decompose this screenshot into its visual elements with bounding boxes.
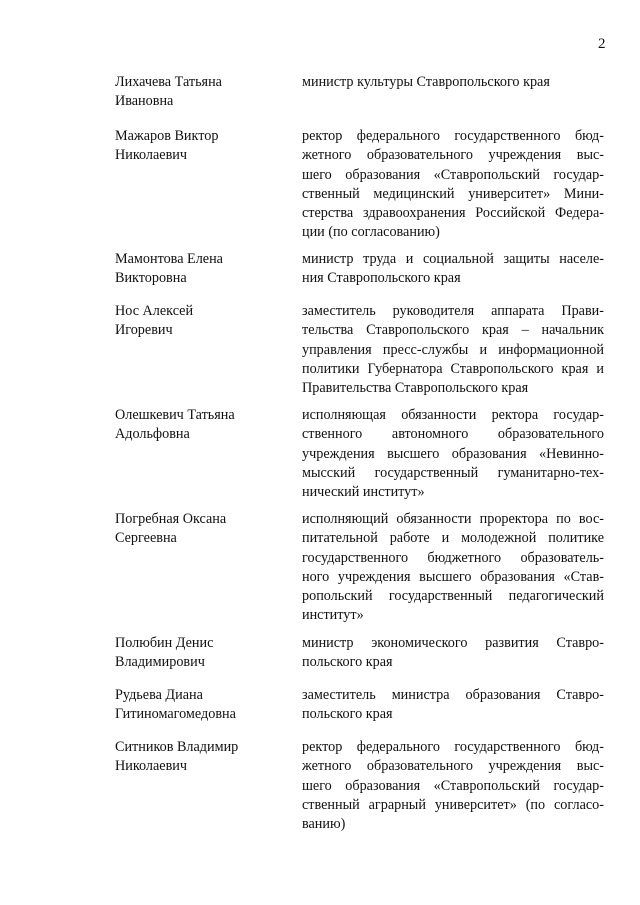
member-role-line: Правительства Ставропольского края bbox=[302, 380, 529, 397]
member-role-line: заместитель министра образования Ставро- bbox=[302, 687, 604, 703]
member-role-line: исполняющий обязанности проректора по вос- bbox=[302, 511, 604, 527]
member-role bbox=[302, 510, 604, 626]
member-role-line: ного учреждения высшего образования «Став- bbox=[302, 568, 604, 585]
member-role-line: министр труда и социальной защиты населе- bbox=[302, 251, 604, 267]
member-name bbox=[115, 686, 285, 725]
member-name-line: Погребная Оксана bbox=[115, 511, 227, 527]
member-role-line: ственный медицинский университет» Мини- bbox=[302, 185, 604, 202]
member-role-line: шего образования «Ставропольский государ- bbox=[302, 777, 604, 794]
member-role-line: ственный аграрный университет» (по согласо- bbox=[302, 796, 604, 813]
member-name-line: Гитиномагомедовна bbox=[115, 706, 236, 723]
member-name-line: Ситников Владимир bbox=[115, 739, 239, 755]
member-role bbox=[302, 634, 604, 673]
member-role-line: ции (по согласованию) bbox=[302, 224, 440, 241]
member-role-line: министр экономического развития Ставро- bbox=[302, 635, 604, 651]
member-role-line: шего образования «Ставропольский государ- bbox=[302, 166, 604, 183]
member-role-line: ропольский государственный педагогический bbox=[302, 588, 604, 605]
member-role-line: ректор федерального государственного бюд- bbox=[302, 739, 604, 755]
page-number: 2 bbox=[598, 36, 606, 52]
member-role-line: ректор федерального государственного бюд- bbox=[302, 128, 604, 144]
member-role bbox=[302, 127, 604, 243]
member-role bbox=[302, 73, 604, 92]
member-name bbox=[115, 406, 285, 445]
member-name bbox=[115, 73, 285, 112]
member-role-line: питательной работе и молодежной политике bbox=[302, 530, 604, 547]
member-name-line: Николаевич bbox=[115, 758, 188, 775]
member-role-line: исполняющая обязанности ректора государ- bbox=[302, 407, 604, 423]
member-name-line: Мамонтова Елена bbox=[115, 251, 223, 267]
member-name bbox=[115, 634, 285, 673]
member-role-line: политики Губернатора Ставропольского края и bbox=[302, 360, 604, 377]
member-role-line: тельства Ставропольского края – начальник bbox=[302, 322, 604, 339]
member-name-line: Олешкевич Татьяна bbox=[115, 407, 235, 423]
member-role-line: управления пресс-службы и информационной bbox=[302, 341, 604, 358]
member-role-line: ственного автономного образовательного bbox=[302, 426, 604, 443]
member-name-line: Нос Алексей bbox=[115, 303, 194, 319]
member-role-line: мысский государственный гуманитарно-тех- bbox=[302, 464, 604, 481]
member-role-line: государственного бюджетного образователь- bbox=[302, 549, 604, 566]
member-role-line: ния Ставропольского края bbox=[302, 270, 461, 287]
member-role bbox=[302, 738, 604, 834]
member-role-line: жетного образовательного учреждения выс- bbox=[302, 758, 604, 775]
member-role-line: учреждения высшего образования «Невинно- bbox=[302, 445, 604, 462]
member-role-line: министр культуры Ставропольского края bbox=[302, 74, 550, 90]
member-role-line: жетного образовательного учреждения выс- bbox=[302, 147, 604, 164]
member-name-line: Владимирович bbox=[115, 654, 205, 671]
member-role-line: институт» bbox=[302, 607, 364, 624]
member-name-line: Адольфовна bbox=[115, 426, 190, 443]
member-role-line: нический институт» bbox=[302, 484, 425, 501]
member-name bbox=[115, 738, 285, 777]
member-name-line: Николаевич bbox=[115, 147, 188, 164]
member-role bbox=[302, 406, 604, 502]
member-name-line: Викторовна bbox=[115, 270, 187, 287]
member-role bbox=[302, 686, 604, 725]
member-name bbox=[115, 510, 285, 549]
member-role bbox=[302, 302, 604, 398]
member-role-line: польского края bbox=[302, 706, 393, 723]
member-name-line: Лихачева Татьяна bbox=[115, 74, 222, 90]
member-role-line: заместитель руководителя аппарата Прави- bbox=[302, 303, 604, 319]
member-name-line: Ивановна bbox=[115, 93, 174, 110]
member-name bbox=[115, 127, 285, 166]
member-name-line: Полюбин Денис bbox=[115, 635, 214, 651]
member-name-line: Игоревич bbox=[115, 322, 173, 339]
member-name bbox=[115, 302, 285, 341]
member-name-line: Мажаров Виктор bbox=[115, 128, 219, 144]
member-role-line: польского края bbox=[302, 654, 393, 671]
member-name bbox=[115, 250, 285, 289]
member-name-line: Рудьева Диана bbox=[115, 687, 203, 703]
member-role-line: ванию) bbox=[302, 816, 346, 833]
member-name-line: Сергеевна bbox=[115, 530, 177, 547]
member-role-line: стерства здравоохранения Российской Федера- bbox=[302, 205, 604, 222]
member-role bbox=[302, 250, 604, 289]
